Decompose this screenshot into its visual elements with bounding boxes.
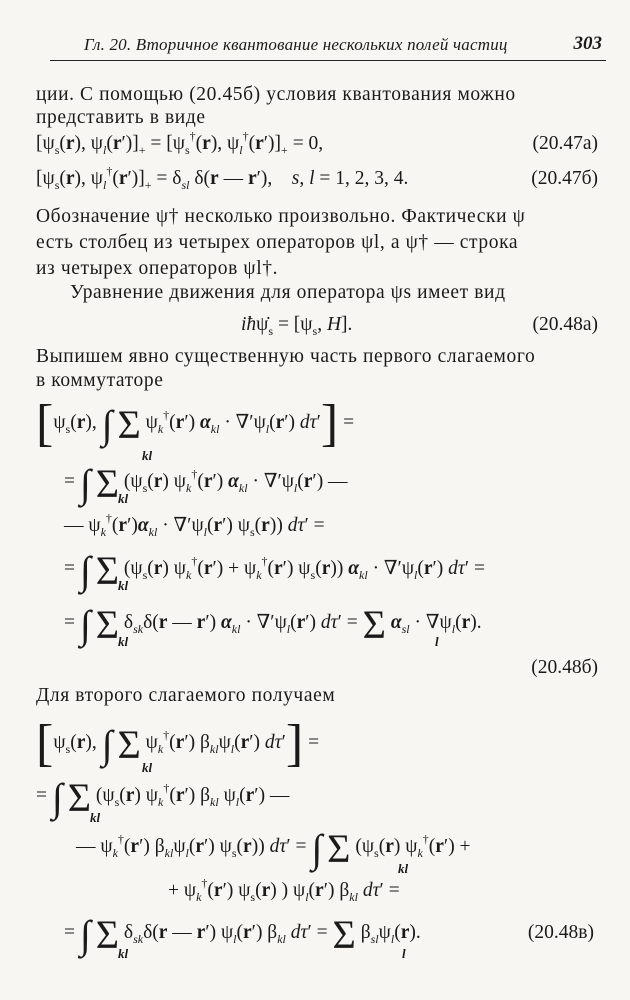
equation-20-48b-line-1 [36, 395, 355, 452]
equation-body: = ∫ Σ ($\psi_s(r)$ $\psi_k^\dagger(r')$ $\beta_{kl}$ $\psi_l(r')$ — [36, 775, 290, 820]
sum-index: kl [90, 810, 101, 825]
sum-index: l [402, 946, 406, 961]
equation-20-48b-line-4 [64, 548, 486, 593]
text-line: Обозначение ψ† несколько произвольно. Фактически ψ [36, 206, 526, 227]
equation-body: [$\psi_s(r)$, $\psi_l^\dagger(r')]_+ = \delta_{sl}$ δ(r — r′), s, l = 1, 2, 3, 4. [36, 164, 409, 192]
equation-20-47b [36, 164, 409, 192]
equation-body: [$\psi_s(r)$, ∫ Σ $\psi_k^\dagger(r') \alpha_{kl} \cdot \nabla'\psi_l(r') d\tau'$] = [36, 395, 355, 452]
equation-body: — $\psi_k^\dagger(r')$ $\beta_{kl}\psi_l(r')$ $\psi_s(r)$) dτ′ = ∫ Σ ($\psi_s(r) \psi_k^\dagger(r')$ + [76, 826, 471, 871]
equation-body: $iħ\psi̇_s = [\psi_s$, H]. [241, 314, 353, 338]
equation-20-48c-line-5 [64, 912, 421, 957]
running-header [50, 30, 606, 61]
equation-20-48c-line-1 [36, 715, 320, 772]
sum-index: kl [142, 760, 153, 775]
text-line: представить в виде [36, 107, 206, 128]
text-line: Для второго слагаемого получаем [36, 685, 336, 706]
equation-20-48c-line-3 [76, 826, 471, 871]
equation-20-48a [241, 314, 352, 336]
equation-20-48c-line-2 [36, 775, 290, 820]
equation-20-48b-line-5 [64, 602, 482, 647]
text-line: из четырех операторов ψl†. [36, 258, 279, 279]
equation-20-48b-line-2 [64, 461, 348, 506]
equation-body: [$\psi_s(r)$, ∫ Σ $\psi_k^\dagger(r')$ $\beta_{kl}\psi_l(r') d\tau'$] = [36, 715, 320, 772]
equation-body: + $\psi_k^\dagger(r')$ $\psi_s(r)$ ) $\psi_l(r')$ $\beta_{kl}$ dτ′ = [168, 876, 400, 904]
sum-index: kl [118, 578, 129, 593]
equation-number: (20.47а) [532, 133, 598, 154]
equation-body: = ∫ Σ ($\psi_s(r) \psi_k^\dagger(r') + \psi_k^\dagger(r')$ $\psi_s(r)$) $\alpha_{kl} \cdot \nabla'\psi_l(r') d\tau'$ = [64, 548, 486, 593]
equation-20-48c-line-4 [168, 876, 400, 904]
equation-body: = ∫ Σ ($\psi_s(r)$ $\psi_k^\dagger(r') \alpha_{kl} \cdot \nabla'\psi_l(r')$ — [64, 461, 348, 506]
equation-number: (20.48б) [531, 657, 598, 678]
equation-body: — $\psi_k^\dagger(r')\alpha_{kl} \cdot \nabla'\psi_l(r')$ $\psi_s(r)$) dτ′ = [64, 511, 325, 539]
chapter-title: Гл. 20. Вторичное квантование нескольких полей частиц [84, 35, 508, 54]
sum-index: l [435, 634, 439, 649]
equation-number: (20.48а) [532, 314, 598, 335]
sum-index: kl [398, 861, 409, 876]
equation-body: = ∫ Σ $\delta_{sk}\delta(r$ — r′) $\alpha_{kl} \cdot \nabla'\psi_l(r') d\tau' = \Sigma$ $\alpha_{sl} \cdot \nabla\psi_l(r)$. [64, 602, 482, 647]
equation-body: [$\psi_s(r)$, $\psi_l(r')]_+ = [\psi_s^\dagger(r)$, $\psi_l^\dagger(r')]_+ = 0$, [36, 129, 324, 157]
text-line: в коммутаторе [36, 370, 164, 391]
page-number: 303 [573, 33, 602, 54]
equation-20-47a [36, 129, 324, 157]
sum-index: kl [118, 946, 129, 961]
equation-number: (20.48в) [527, 922, 594, 943]
equation-number: (20.47б) [531, 168, 598, 189]
text-line: есть столбец из четырех операторов ψl, а ψ† — строка [36, 232, 519, 253]
sum-index: kl [142, 448, 153, 463]
text-line: ции. С помощью (20.45б) условия квантования можно [36, 84, 516, 105]
sum-index: kl [118, 491, 129, 506]
text-line: Уравнение движения для оператора ψs имеет вид [70, 282, 506, 303]
sum-index: kl [118, 634, 129, 649]
text-line: Выпишем явно существенную часть первого слагаемого [36, 346, 536, 367]
equation-20-48b-line-3 [64, 513, 325, 537]
equation-body: = ∫ Σ $\delta_{sk}\delta(r$ — r′) $\psi_l(r')$ $\beta_{kl}$ dτ′ = Σ $\beta_{sl}\psi_l(r)$. [64, 912, 421, 957]
